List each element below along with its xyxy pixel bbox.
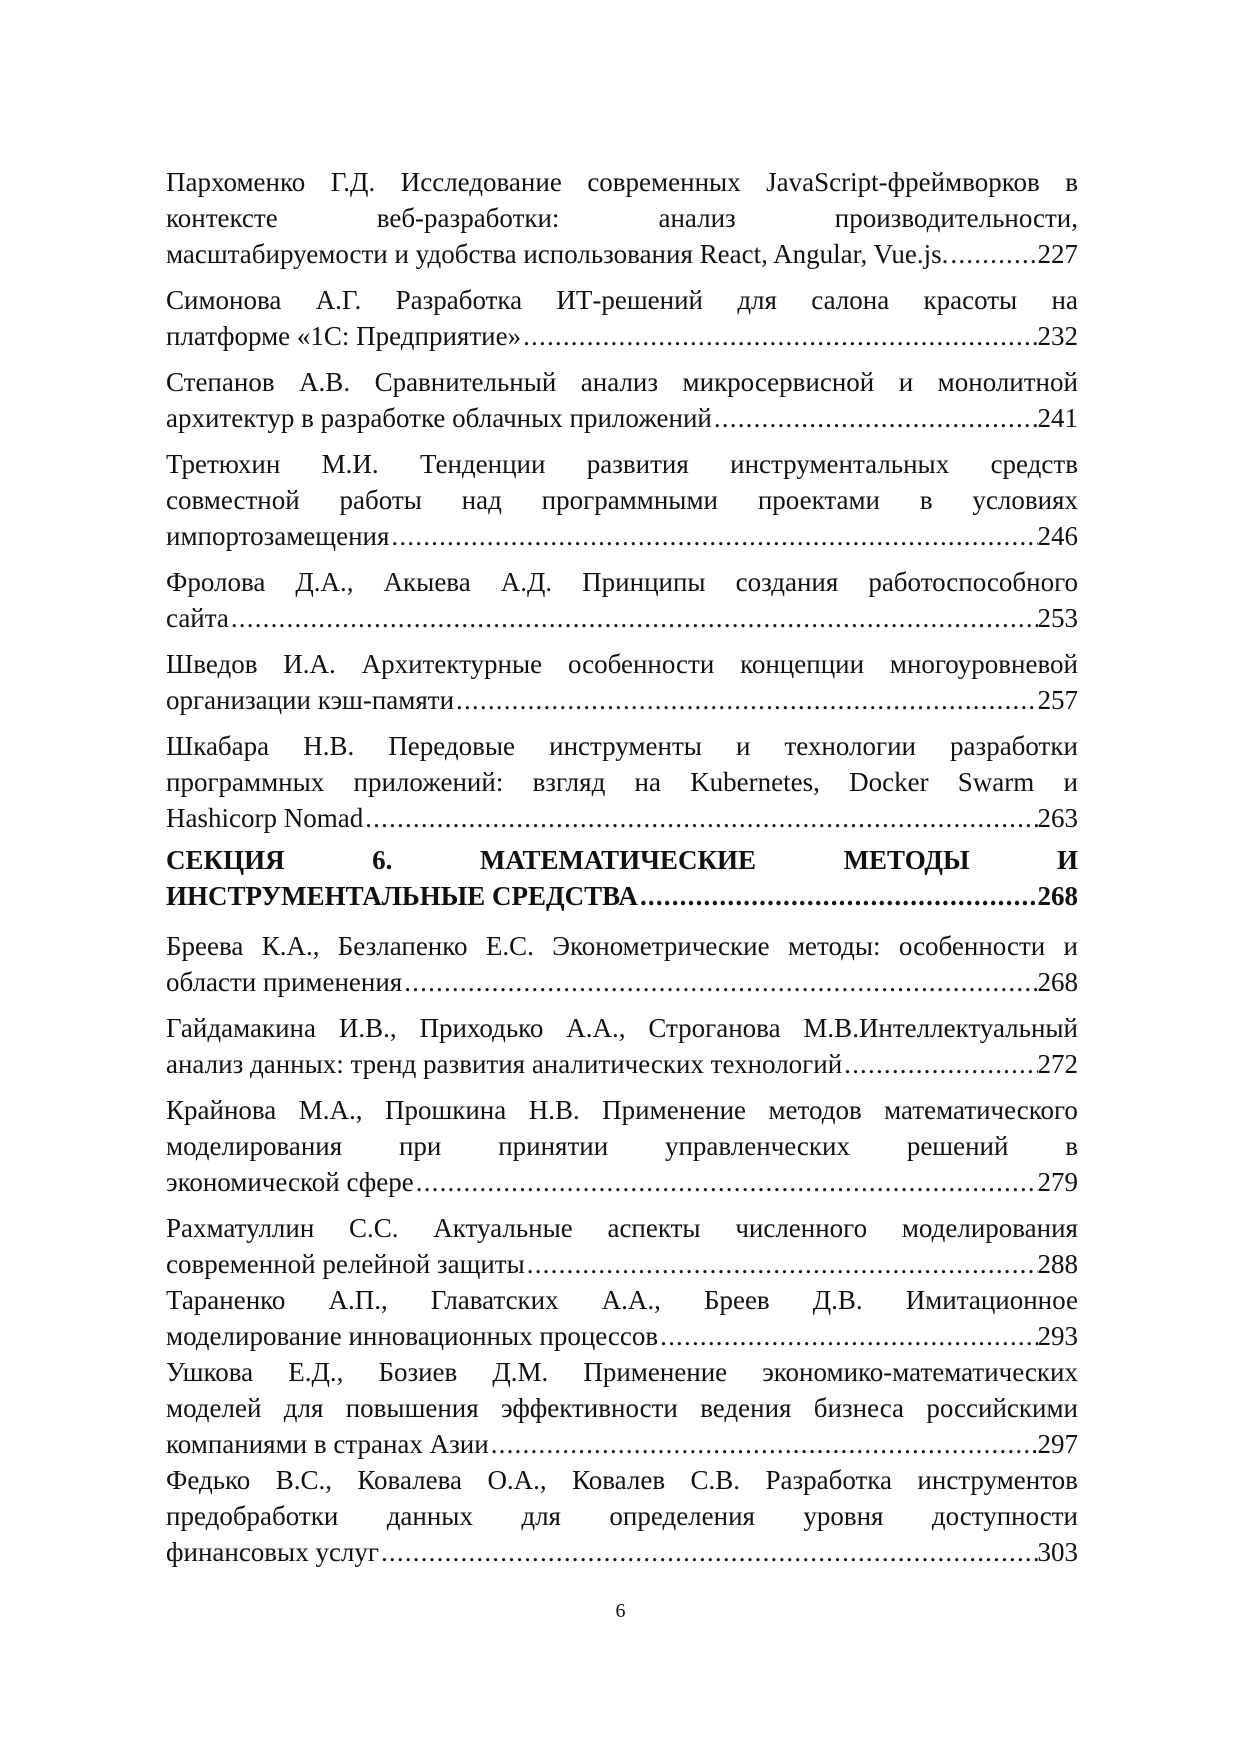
word: Бреев bbox=[703, 1285, 770, 1315]
word: МАТЕМАТИЧЕСКИЕ bbox=[479, 845, 757, 875]
toc-entry-line bbox=[166, 1462, 1078, 1498]
word: Исследование bbox=[400, 167, 562, 197]
word: для bbox=[521, 1501, 561, 1531]
toc-page-number: 246 bbox=[1037, 521, 1078, 551]
word: моделей bbox=[166, 1393, 262, 1423]
word: предобработки bbox=[166, 1501, 339, 1531]
toc-page-number: 272 bbox=[1037, 1049, 1078, 1079]
toc-entry-last-line bbox=[166, 1046, 1078, 1082]
section-heading-last-line bbox=[166, 878, 1078, 914]
word: при bbox=[398, 1131, 442, 1161]
toc-page-number: 257 bbox=[1037, 685, 1078, 715]
leader-dots bbox=[389, 518, 1037, 554]
word: математического bbox=[884, 1095, 1078, 1125]
word: Рахматуллин bbox=[166, 1213, 315, 1243]
word: определения bbox=[609, 1501, 755, 1531]
toc-entry-line bbox=[166, 728, 1078, 764]
word: М.И. bbox=[321, 449, 379, 479]
word: Передовые bbox=[388, 731, 516, 761]
word: программных bbox=[166, 767, 325, 797]
toc-entry bbox=[166, 1354, 1078, 1462]
toc-entry-text: современной релейной защиты bbox=[166, 1249, 525, 1279]
toc-page-number: 263 bbox=[1037, 803, 1078, 833]
leader-dots bbox=[229, 600, 1038, 636]
word: А.А., bbox=[601, 1285, 661, 1315]
word: Степанов bbox=[166, 367, 275, 397]
word: Д.А., bbox=[295, 567, 354, 597]
leader-dots bbox=[454, 682, 1037, 718]
leader-dots bbox=[842, 1046, 1037, 1082]
word: взгляд bbox=[532, 767, 606, 797]
word: в bbox=[1065, 1131, 1078, 1161]
word: анализ bbox=[658, 203, 736, 233]
word: 6. bbox=[372, 845, 393, 875]
toc-entry-last-line bbox=[166, 682, 1078, 718]
word: в bbox=[1065, 167, 1078, 197]
word: О.А., bbox=[487, 1465, 547, 1495]
word: Сравнительный bbox=[374, 367, 557, 397]
leader-dots bbox=[489, 1426, 1038, 1462]
toc-entry bbox=[166, 646, 1078, 718]
word: Шведов bbox=[166, 649, 258, 679]
word: И bbox=[1056, 845, 1078, 875]
word: Бреева bbox=[166, 931, 244, 961]
section-heading bbox=[166, 842, 1078, 914]
word: Безлапенко bbox=[337, 931, 468, 961]
word: Строганова bbox=[648, 1013, 781, 1043]
word: особенности bbox=[898, 931, 1046, 961]
toc-entry-text: экономической сфере bbox=[166, 1167, 414, 1197]
toc-entry-last-line bbox=[166, 1164, 1078, 1200]
word: Архитектурные bbox=[361, 649, 543, 679]
toc-page-number: 241 bbox=[1037, 403, 1078, 433]
word: Е.С. bbox=[485, 931, 534, 961]
word: микросервисной bbox=[682, 367, 875, 397]
section-heading-text: ИНСТРУМЕНТАЛЬНЫЕ СРЕДСТВА bbox=[166, 881, 638, 911]
toc-entry bbox=[166, 1092, 1078, 1200]
toc-entry bbox=[166, 728, 1078, 836]
leader-dots bbox=[638, 878, 1038, 914]
word: М.В.Интеллектуальный bbox=[803, 1013, 1078, 1043]
word: ведения bbox=[700, 1393, 792, 1423]
leader-dots bbox=[658, 1318, 1037, 1354]
toc-entry-line bbox=[166, 482, 1078, 518]
word: красоты bbox=[923, 285, 1018, 315]
toc-entry-last-line bbox=[166, 1426, 1078, 1462]
word: моделирования bbox=[901, 1213, 1078, 1243]
toc-page-number: 253 bbox=[1037, 603, 1078, 633]
toc-entry-last-line bbox=[166, 600, 1078, 636]
toc-entry-text: компаниями в странах Азии bbox=[166, 1429, 489, 1459]
toc-entry bbox=[166, 564, 1078, 636]
word: доступности bbox=[931, 1501, 1078, 1531]
word: веб-разработки: bbox=[376, 203, 560, 233]
word: салона bbox=[811, 285, 890, 315]
toc-entry-text: финансовых услуг bbox=[166, 1537, 379, 1567]
word: Пархоменко bbox=[166, 167, 306, 197]
word: Третюхин bbox=[166, 449, 281, 479]
toc-entry-last-line bbox=[166, 400, 1078, 436]
word: технологии bbox=[784, 731, 916, 761]
word: Эконометрические bbox=[552, 931, 770, 961]
word: над bbox=[461, 485, 502, 515]
toc-entry bbox=[166, 1462, 1078, 1570]
word: и bbox=[735, 731, 751, 761]
word: Фролова bbox=[166, 567, 266, 597]
word: К.А., bbox=[261, 931, 320, 961]
word: численного bbox=[735, 1213, 868, 1243]
toc-entry-text: масштабируемости и удобства использования React, Angular, Vue.js. bbox=[166, 239, 949, 269]
toc-entry-text: анализ данных: тренд развития аналитических технологий bbox=[166, 1049, 843, 1079]
word: Крайнова bbox=[166, 1095, 277, 1125]
toc-entry-text: архитектур в разработке облачных приложений bbox=[166, 403, 712, 433]
word: Swarm bbox=[957, 767, 1035, 797]
word: Д.В. bbox=[812, 1285, 863, 1315]
word: проектами bbox=[757, 485, 880, 515]
word: методы: bbox=[787, 931, 881, 961]
leader-dots bbox=[948, 236, 1037, 272]
toc-entry-line bbox=[166, 200, 1078, 236]
word: Д.М. bbox=[492, 1357, 549, 1387]
word: методов bbox=[768, 1095, 862, 1125]
toc-entry-last-line bbox=[166, 800, 1078, 836]
word: Симонова bbox=[166, 285, 282, 315]
toc-entry-line bbox=[166, 1354, 1078, 1390]
word: С.В. bbox=[690, 1465, 741, 1495]
word: Н.В. bbox=[528, 1095, 580, 1125]
word: для bbox=[737, 285, 777, 315]
word: Docker bbox=[849, 767, 929, 797]
word: управленческих bbox=[664, 1131, 850, 1161]
word: моделирования bbox=[166, 1131, 343, 1161]
toc-entry-line bbox=[166, 1010, 1078, 1046]
word: Е.Д., bbox=[288, 1357, 344, 1387]
toc-entry-line bbox=[166, 1092, 1078, 1128]
toc-entry bbox=[166, 446, 1078, 554]
toc-entry-line bbox=[166, 646, 1078, 682]
toc-entry-line bbox=[166, 928, 1078, 964]
toc-entry-last-line bbox=[166, 1534, 1078, 1570]
word: российскими bbox=[926, 1393, 1078, 1423]
word: Гайдамакина bbox=[166, 1013, 316, 1043]
toc-page-number: 279 bbox=[1037, 1167, 1078, 1197]
word: эффективности bbox=[501, 1393, 678, 1423]
leader-dots bbox=[525, 1246, 1038, 1282]
word: и bbox=[1063, 931, 1078, 961]
toc-entry-line bbox=[166, 764, 1078, 800]
toc-entry-line bbox=[166, 1282, 1078, 1318]
toc-entry-line bbox=[166, 1128, 1078, 1164]
toc-entry bbox=[166, 1010, 1078, 1082]
word: на bbox=[1051, 285, 1078, 315]
toc-page-number: 288 bbox=[1037, 1249, 1078, 1279]
word: СЕКЦИЯ bbox=[166, 845, 285, 875]
word: Главатских bbox=[430, 1285, 559, 1315]
toc-entry-line bbox=[166, 446, 1078, 482]
toc-entry-last-line bbox=[166, 318, 1078, 354]
toc-entry-text: Hashicorp Nomad bbox=[166, 803, 364, 833]
word: инструментов bbox=[917, 1465, 1078, 1495]
word: многоуровневой bbox=[889, 649, 1078, 679]
toc-entry-line bbox=[166, 1210, 1078, 1246]
toc-entry-text: моделирование инновационных процессов bbox=[166, 1321, 659, 1351]
toc-entry-line bbox=[166, 164, 1078, 200]
section-heading-line bbox=[166, 842, 1078, 878]
word: А.П., bbox=[328, 1285, 388, 1315]
leader-dots bbox=[402, 964, 1037, 1000]
toc-entry bbox=[166, 164, 1078, 272]
word: развития bbox=[586, 449, 689, 479]
word: аспекты bbox=[607, 1213, 701, 1243]
word: производительности, bbox=[834, 203, 1078, 233]
word: концепции bbox=[740, 649, 865, 679]
word: Акыева bbox=[383, 567, 471, 597]
word: принятии bbox=[498, 1131, 609, 1161]
toc-entry-line bbox=[166, 1390, 1078, 1426]
toc-entry-text: организации кэш-памяти bbox=[166, 685, 455, 715]
word: Ковалева bbox=[357, 1465, 463, 1495]
page-number: 6 bbox=[615, 1600, 626, 1622]
word: в bbox=[919, 485, 933, 515]
word: программными bbox=[541, 485, 718, 515]
word: Тенденции bbox=[420, 449, 546, 479]
word: С.С. bbox=[349, 1213, 399, 1243]
toc-page-number: 232 bbox=[1037, 321, 1078, 351]
word: Разработка bbox=[765, 1465, 892, 1495]
toc-entry-last-line bbox=[166, 1318, 1078, 1354]
word: А.Д. bbox=[500, 567, 553, 597]
word: В.С., bbox=[275, 1465, 332, 1495]
word: Применение bbox=[583, 1357, 728, 1387]
word: на bbox=[634, 767, 661, 797]
section-page-number: 268 bbox=[1037, 881, 1078, 911]
leader-dots bbox=[521, 318, 1037, 354]
word: инструментальных bbox=[730, 449, 950, 479]
toc-entry-line bbox=[166, 282, 1078, 318]
leader-dots bbox=[712, 400, 1038, 436]
toc-entry-last-line bbox=[166, 1246, 1078, 1282]
word: Принципы bbox=[582, 567, 706, 597]
word: разработки bbox=[950, 731, 1078, 761]
leader-dots bbox=[379, 1534, 1038, 1570]
toc-entry-text: области применения bbox=[166, 967, 403, 997]
word: повышения bbox=[345, 1393, 479, 1423]
toc-page-number: 303 bbox=[1037, 1537, 1078, 1567]
word: А.А., bbox=[566, 1013, 626, 1043]
word: Имитационное bbox=[905, 1285, 1078, 1315]
word: совместной bbox=[166, 485, 300, 515]
word: монолитной bbox=[937, 367, 1078, 397]
word: бизнеса bbox=[813, 1393, 905, 1423]
word: ИТ-решений bbox=[556, 285, 703, 315]
table-of-contents bbox=[166, 164, 1078, 1570]
word: Применение bbox=[602, 1095, 747, 1125]
word: приложений: bbox=[353, 767, 504, 797]
word: условиях bbox=[972, 485, 1078, 515]
word: особенности bbox=[567, 649, 715, 679]
word: Приходько bbox=[419, 1013, 544, 1043]
word: Ушкова bbox=[166, 1357, 254, 1387]
word: решений bbox=[906, 1131, 1009, 1161]
word: Бозиев bbox=[378, 1357, 458, 1387]
toc-entry bbox=[166, 1282, 1078, 1354]
leader-dots bbox=[414, 1164, 1038, 1200]
word: Kubernetes, bbox=[690, 767, 820, 797]
toc-entry bbox=[166, 282, 1078, 354]
word: Прошкина bbox=[384, 1095, 507, 1125]
toc-entry-text: импортозамещения bbox=[166, 521, 390, 551]
toc-entry-line bbox=[166, 1498, 1078, 1534]
word: Разработка bbox=[395, 285, 523, 315]
word: И.В., bbox=[338, 1013, 397, 1043]
toc-entry-line bbox=[166, 364, 1078, 400]
word: JavaScript-фреймворков bbox=[766, 167, 1040, 197]
word: Тараненко bbox=[166, 1285, 286, 1315]
toc-entry-last-line bbox=[166, 518, 1078, 554]
toc-entry bbox=[166, 1210, 1078, 1282]
toc-entry bbox=[166, 364, 1078, 436]
toc-entry-line bbox=[166, 564, 1078, 600]
toc-page-number: 293 bbox=[1037, 1321, 1078, 1351]
word: М.А., bbox=[298, 1095, 363, 1125]
word: И.А. bbox=[283, 649, 336, 679]
word: контексте bbox=[166, 203, 278, 233]
word: Ковалев bbox=[572, 1465, 666, 1495]
word: инструменты bbox=[549, 731, 702, 761]
word: и bbox=[1063, 767, 1078, 797]
toc-entry-last-line bbox=[166, 236, 1078, 272]
word: работоспособного bbox=[868, 567, 1078, 597]
word: Шкабара bbox=[166, 731, 270, 761]
word: работы bbox=[339, 485, 422, 515]
word: уровня bbox=[803, 1501, 884, 1531]
word: Н.В. bbox=[303, 731, 355, 761]
leader-dots bbox=[363, 800, 1037, 836]
toc-page-number: 227 bbox=[1037, 239, 1078, 269]
word: средств bbox=[990, 449, 1078, 479]
toc-entry-text: сайта bbox=[166, 603, 229, 633]
word: Федько bbox=[166, 1465, 251, 1495]
word: анализ bbox=[580, 367, 659, 397]
toc-page-number: 297 bbox=[1037, 1429, 1078, 1459]
toc-entry-text: платформе «1С: Предприятие» bbox=[166, 321, 522, 351]
word: МЕТОДЫ bbox=[843, 845, 970, 875]
word: Актуальные bbox=[433, 1213, 573, 1243]
word: создания bbox=[735, 567, 839, 597]
word: для bbox=[283, 1393, 324, 1423]
word: экономико-математических bbox=[762, 1357, 1078, 1387]
toc-entry-last-line bbox=[166, 964, 1078, 1000]
toc-entry bbox=[166, 928, 1078, 1000]
word: А.В. bbox=[299, 367, 351, 397]
word: современных bbox=[587, 167, 741, 197]
word: Г.Д. bbox=[330, 167, 376, 197]
word: А.Г. bbox=[315, 285, 362, 315]
toc-page-number: 268 bbox=[1037, 967, 1078, 997]
word: данных bbox=[386, 1501, 473, 1531]
word: и bbox=[898, 367, 914, 397]
